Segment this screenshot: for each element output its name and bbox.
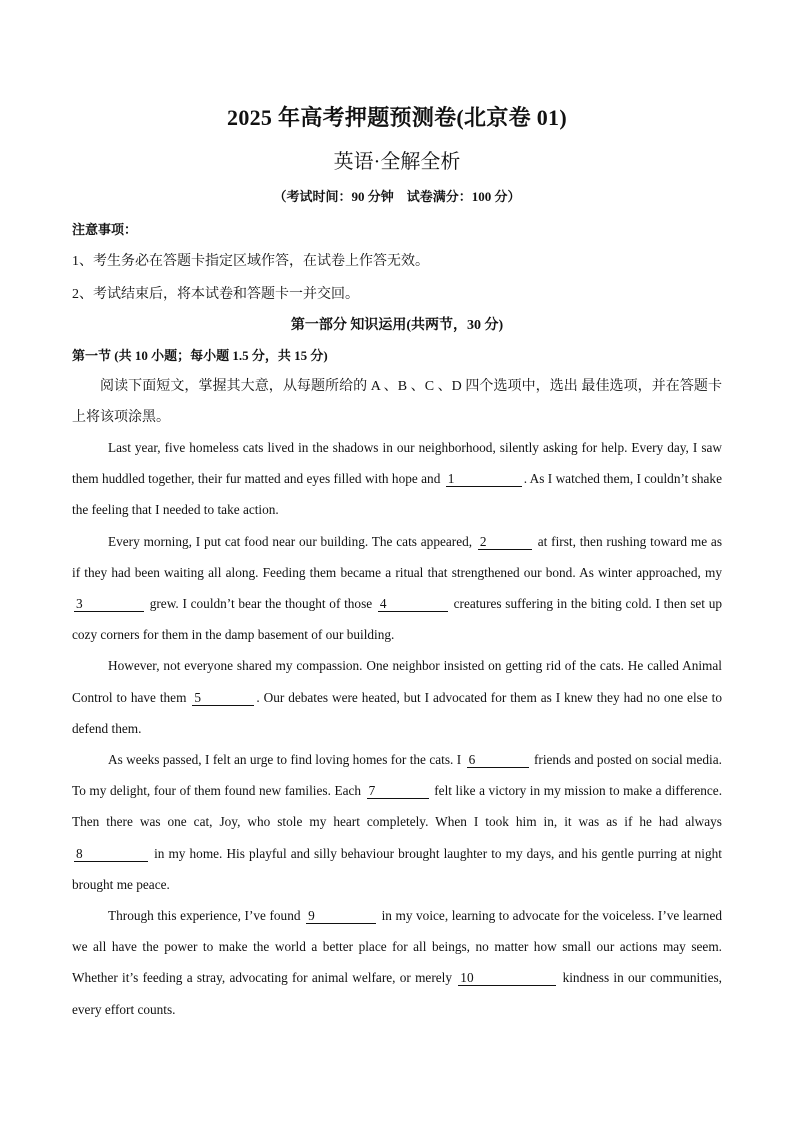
passage-text: felt like a victory in my mission to make a difference. Then there was one cat, Joy, who stole my heart completely. When I took him in, it was as if he had always — [72, 783, 723, 830]
notice-item: 1、考生务必在答题卡指定区域作答，在试卷上作答无效。 — [72, 254, 429, 269]
blank-8: 8 — [74, 847, 148, 862]
section-title: 第一节 (共 10 小题；每小题 1.5 分，共 15 分) — [72, 348, 328, 363]
blank-9: 9 — [306, 909, 376, 924]
passage-text: However, not everyone shared my compassion. One neighbor insisted on getting rid of the cats. He called Animal Control to have them — [72, 658, 722, 705]
blank-5: 5 — [192, 691, 254, 706]
passage-text: in my home. His playful and silly behaviour brought laughter to my days, and his gentle purring at night brought me peace. — [72, 845, 722, 892]
blank-10: 10 — [458, 971, 556, 986]
passage-text: in my voice, learning to advocate for the voiceless. I’ve learned we all have the power to make the world a better place for all beings, no matter how small our actions may seem. Whether it’s feeding a stray, advocating for animal welfare, or merely — [72, 908, 722, 986]
passage — [72, 432, 722, 1025]
blank-4: 4 — [378, 597, 448, 612]
passage-text: kindness in our communities, every effort counts. — [72, 970, 723, 1017]
notice-item: 2、考试结束后，将本试卷和答题卡一并交回。 — [72, 287, 359, 302]
passage-text: . As I watched them, I couldn’t shake the feeling that I needed to take action. — [72, 471, 722, 518]
blank-2: 2 — [478, 535, 532, 550]
paragraph — [72, 432, 722, 526]
blank-6: 6 — [467, 753, 529, 768]
notice-title: 注意事项： — [72, 222, 138, 237]
passage-text: at first, then rushing toward me as if they had been waiting all along. Feeding them became a ritual that strengthened our bond. As winter approached, my — [72, 533, 723, 580]
passage-text: Through this experience, I’ve found — [108, 908, 301, 924]
passage-text: creatures suffering in the biting cold. I then set up cozy corners for them in the damp basement of our building. — [72, 596, 722, 643]
paragraph — [72, 900, 722, 1025]
exam-info: （考试时间：90 分钟 试卷满分：100 分） — [273, 189, 521, 204]
blank-7: 7 — [367, 784, 429, 799]
paragraph — [72, 526, 722, 651]
passage-text: friends and posted on social media. To my delight, four of them found new families. Each — [72, 752, 722, 799]
passage-text: As weeks passed, I felt an urge to find loving homes for the cats. I — [108, 752, 462, 768]
passage-text: Last year, five homeless cats lived in the shadows in our neighborhood, silently asking for help. Every day, I saw them huddled together, their fur matted and eyes filled with hope and — [72, 440, 722, 487]
part-title: 第一部分 知识运用(共两节，30 分) — [290, 318, 504, 333]
page-title: 2025 年高考押题预测卷(北京卷 01) — [227, 105, 567, 130]
paragraph — [72, 744, 722, 900]
page-subtitle: 英语·全解全析 — [333, 151, 461, 173]
passage-text: . Our debates were heated, but I advocated for them as I knew they had no one else to defend them. — [72, 689, 722, 736]
passage-text: Every morning, I put cat food near our building. The cats appeared, — [108, 533, 473, 549]
paragraph — [72, 650, 722, 744]
instruction: 阅读下面短文，掌握其大意，从每题所给的 A 、B 、C 、D 四个选项中，选出 最佳选项，并在答题卡上将该项涂黑。 — [72, 379, 722, 425]
passage-text: grew. I couldn’t bear the thought of those — [149, 596, 373, 612]
blank-1: 1 — [446, 472, 522, 487]
blank-3: 3 — [74, 597, 144, 612]
